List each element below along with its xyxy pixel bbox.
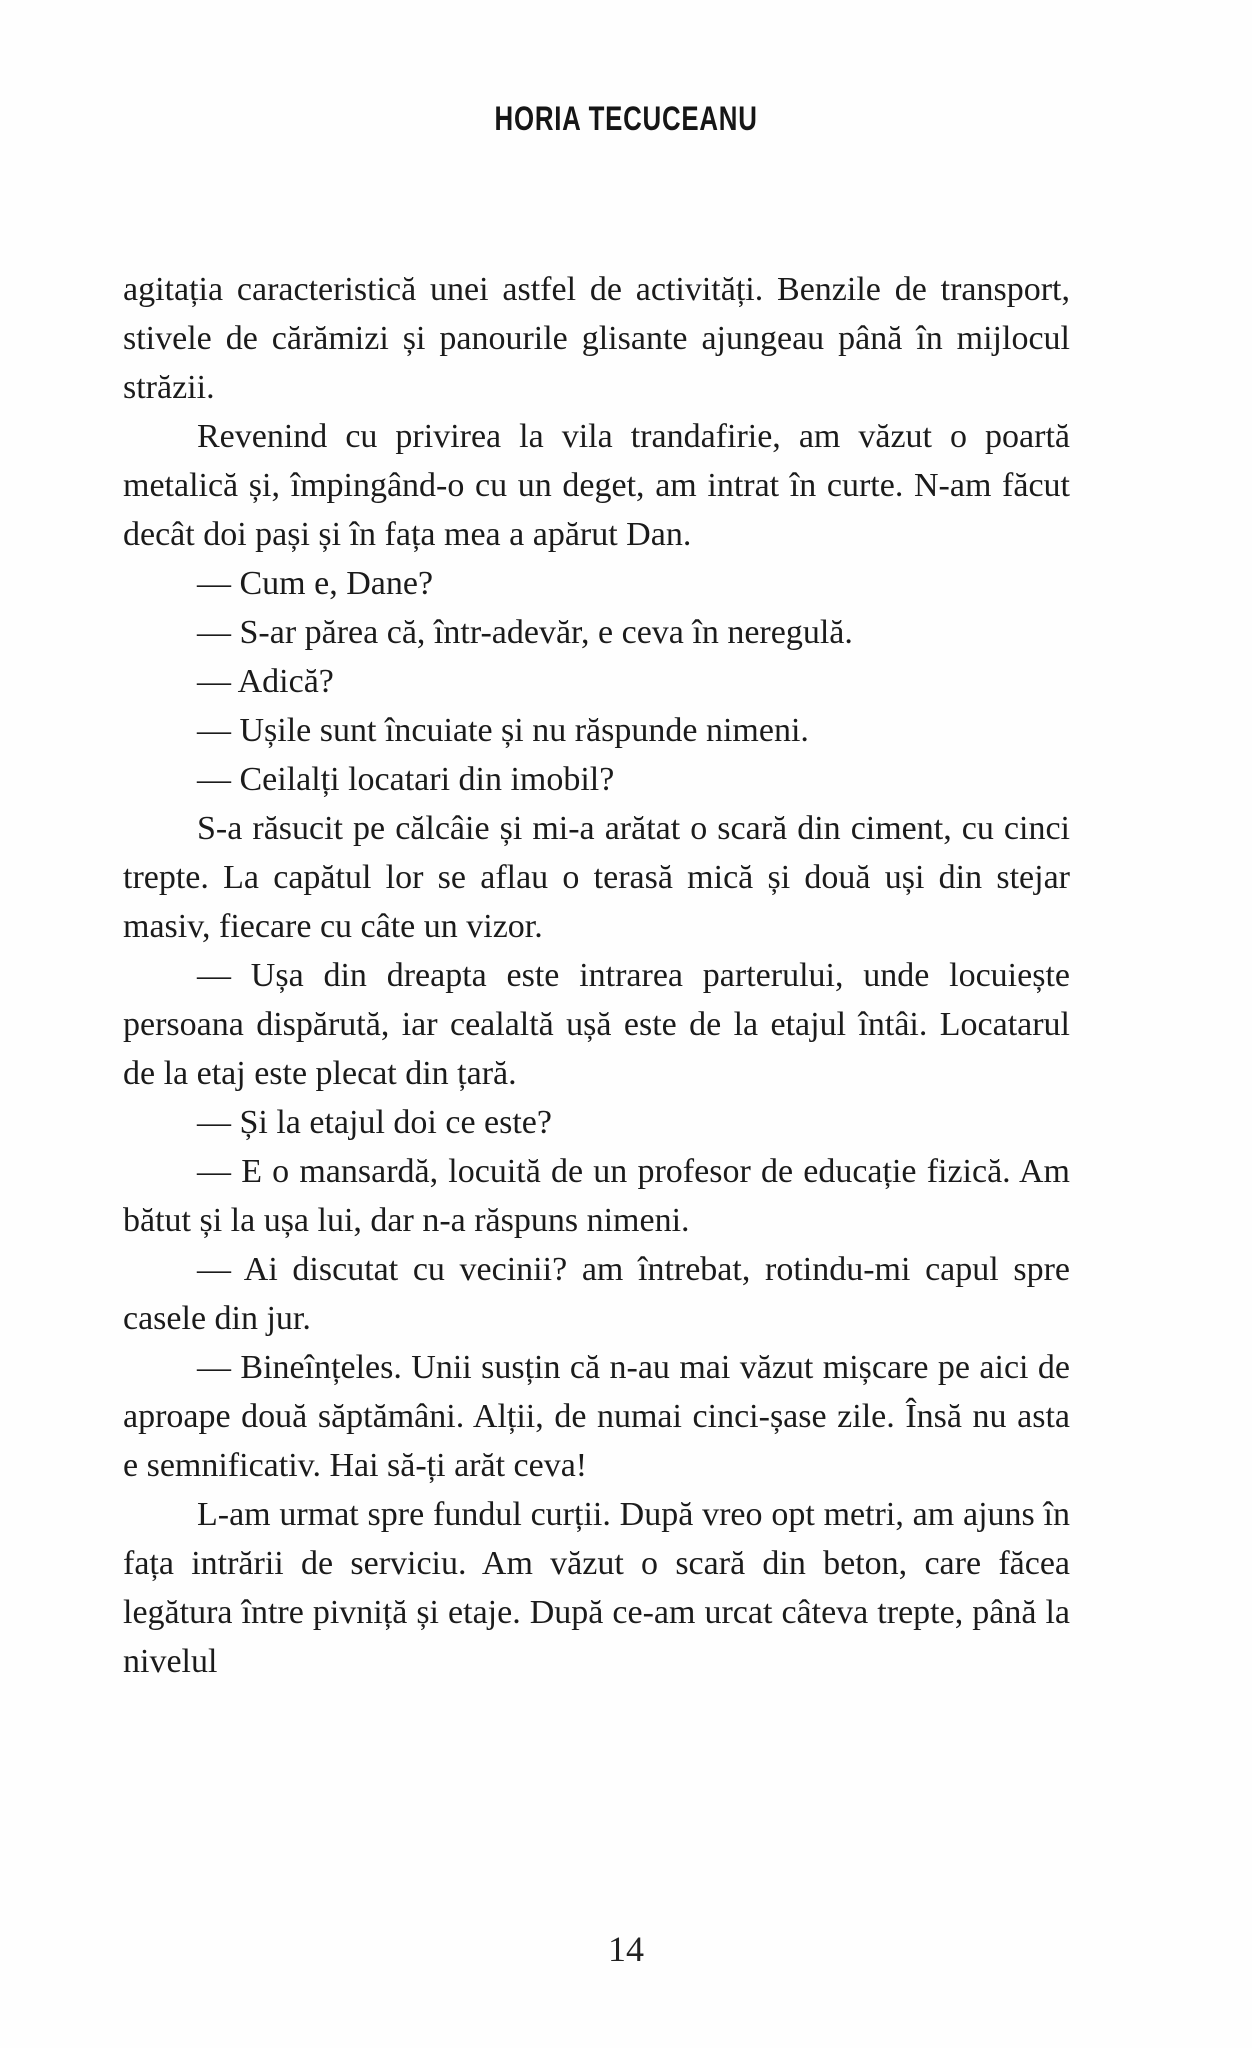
paragraph: L-am urmat spre fundul curții. După vreo opt metri, am ajuns în fața intrării de serviciu. Am văzut o scară din beton, care făcea legătura între pivniță și etaje. După ce-am urcat câteva trepte, până la nivelul xyxy=(123,1496,1070,1680)
paragraph-dialogue: — Adică? xyxy=(197,663,334,700)
running-header xyxy=(0,100,1252,139)
paragraph: S-a răsucit pe călcâie și mi-a arătat o scară din ciment, cu cinci trepte. La capătul lor se aflau o terasă mică și două uși din stejar masiv, fiecare cu câte un vizor. xyxy=(123,810,1070,945)
page-body xyxy=(123,265,1070,1686)
paragraph-dialogue: — E o mansardă, locuită de un profesor de educație fizică. Am bătut și la ușa lui, dar n-a răspuns nimeni. xyxy=(123,1153,1070,1239)
author-name: HORIA TECUCEANU xyxy=(494,100,758,138)
paragraph: Revenind cu privirea la vila trandafirie, am văzut o poartă metalică și, împingând-o cu un deget, am intrat în curte. N-am făcut decât doi pași și în fața mea a apărut Dan. xyxy=(123,418,1070,553)
paragraph-dialogue: — Și la etajul doi ce este? xyxy=(197,1104,552,1141)
paragraph-dialogue: — Ai discutat cu vecinii? am întrebat, rotindu-mi capul spre casele din jur. xyxy=(123,1251,1070,1337)
paragraph: agitația caracteristică unei astfel de activități. Benzile de transport, stivele de cărămizi și panourile glisante ajungeau până în mijlocul străzii. xyxy=(123,271,1070,406)
page-number: 14 xyxy=(608,1929,644,1969)
paragraph-dialogue: — Cum e, Dane? xyxy=(197,565,434,602)
paragraph-dialogue: — S-ar părea că, într-adevăr, e ceva în neregulă. xyxy=(197,614,853,651)
paragraph-dialogue: — Ușile sunt încuiate și nu răspunde nimeni. xyxy=(197,712,809,749)
paragraph-dialogue: — Ușa din dreapta este intrarea parterului, unde locuiește persoana dispărută, iar cealaltă ușă este de la etajul întâi. Locatarul de la etaj este plecat din țară. xyxy=(123,957,1070,1092)
paragraph-dialogue: — Ceilalți locatari din imobil? xyxy=(197,761,615,798)
paragraph-dialogue: — Bineînțeles. Unii susțin că n-au mai văzut mișcare pe aici de aproape două săptămâni. Alții, de numai cinci-șase zile. Însă nu asta e semnificativ. Hai să-ți arăt ceva! xyxy=(123,1349,1070,1484)
